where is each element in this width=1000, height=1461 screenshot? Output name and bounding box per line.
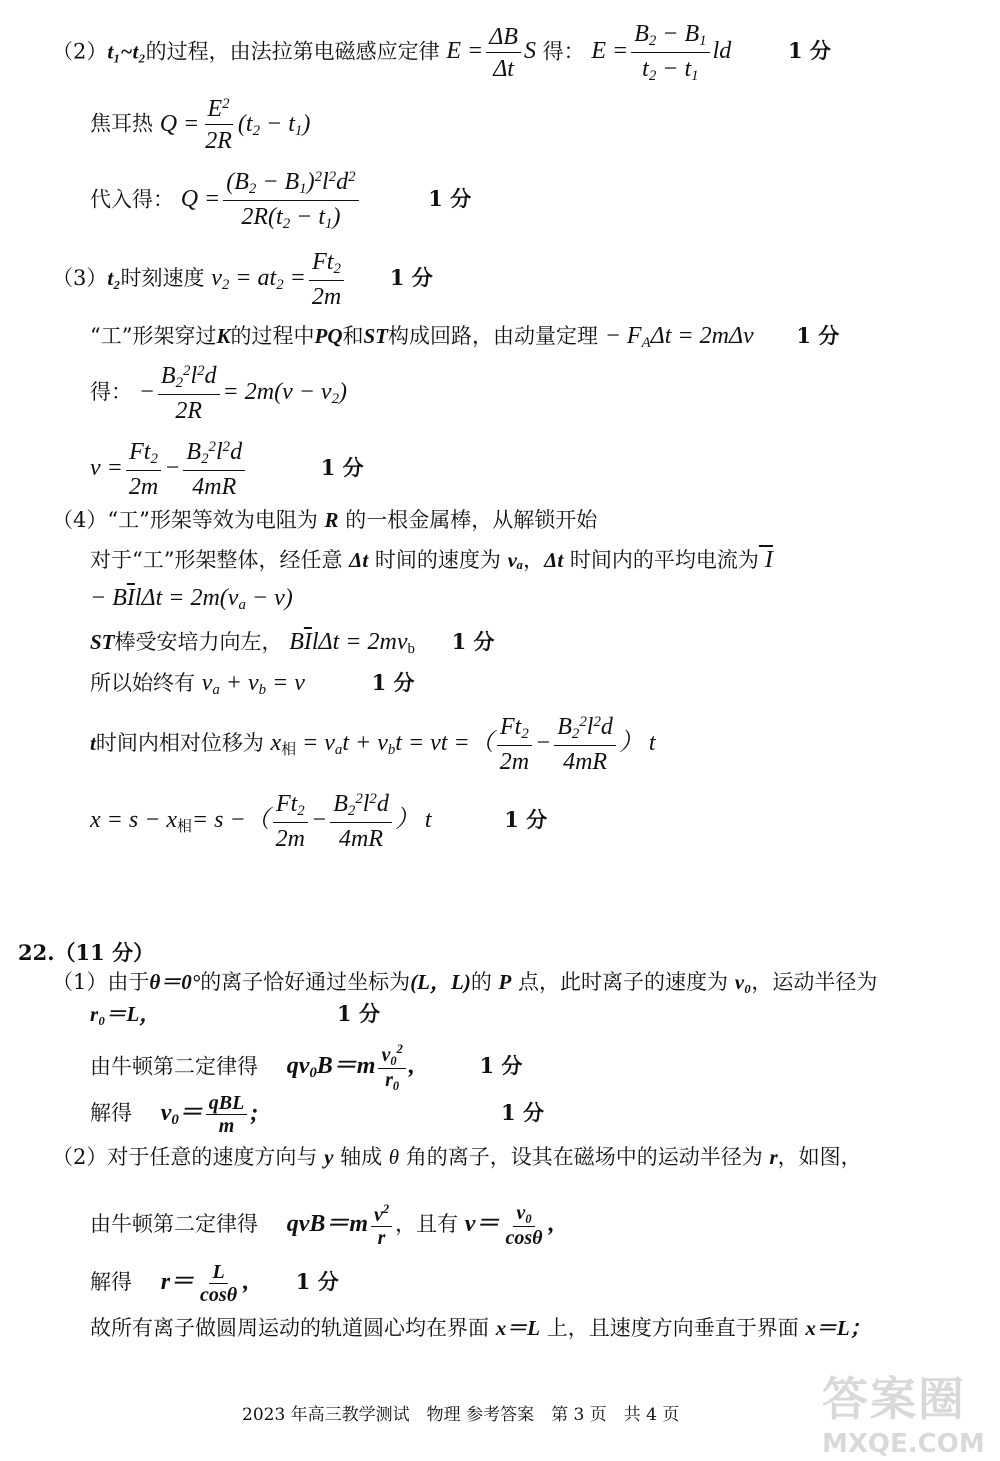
- q22-p1e: ，运动半径为: [751, 970, 878, 994]
- q22-r: r: [769, 1145, 778, 1169]
- s3-got-line: [90, 364, 347, 423]
- s3-got-label: 得：: [90, 379, 132, 404]
- s4-line5-text: 所以始终有: [90, 671, 195, 695]
- q22-points1: 1 分: [337, 1001, 380, 1026]
- q22-header: 22.（11 分）: [18, 940, 155, 965]
- s3-momentum-line: [90, 324, 839, 351]
- q22-solve2-line: [90, 1262, 339, 1305]
- s4-line1-b: 的一根金属棒，从解锁开始: [345, 508, 598, 532]
- s4-line2-b: 时间的速度为: [374, 548, 501, 572]
- displacement-formula: $x = s - x_相= s$ −（ $\frac{Ft_2}{2m}$ − $\frac{B_2^2l^2d}{4mR}$ ） t: [90, 791, 432, 852]
- s3-K: K: [216, 324, 231, 348]
- q22-v0: v₀: [734, 970, 752, 994]
- momentum-formula: − $F_A\Delta t = 2m\Delta v$: [604, 323, 754, 351]
- heat-result-formula: Q = $\frac{(B_2 - B_1)^2l^2d^2}{2R(t_2 - t_1)}$: [181, 186, 362, 212]
- s2-text2: 得：: [542, 39, 585, 64]
- s4-points1: 1 分: [451, 629, 495, 654]
- joule-formula: Q = $\frac{E^2}{2R}$ $(t_2 - t_1)$: [159, 96, 311, 154]
- q22-P: P: [498, 970, 512, 994]
- s4-line2-a: 对于“工”形架整体，经任意: [90, 548, 343, 572]
- v-result-formula: v = $\frac{Ft_2}{2m}$ − $\frac{B_2^2l^2d}{4mR}$: [90, 455, 248, 481]
- q22-solve-line: [90, 1093, 544, 1136]
- s3-points1: 1 分: [389, 264, 433, 290]
- s4-line1: [52, 510, 597, 531]
- s4-line6-text: 时间内相对位移为: [95, 730, 264, 755]
- s3-momentum-c: 和: [342, 324, 364, 348]
- s4-R: R: [324, 508, 339, 532]
- s3-momentum-d: 构成回路，由动量定理: [388, 324, 599, 348]
- r-result-formula: r＝ $\frac{L}{\cos\theta}$ ,: [160, 1261, 250, 1306]
- s3-ST: ST: [363, 324, 389, 348]
- s2-sub-line: [90, 170, 471, 232]
- s4-line3: [90, 586, 293, 613]
- s4-line1-a: “工”形架等效为电阻为: [107, 508, 318, 532]
- s3-momentum-b: 的过程中: [230, 324, 315, 348]
- q22-p2-line1: [52, 1147, 862, 1168]
- q22-points3: 1 分: [501, 1100, 544, 1126]
- v0-result-formula: $v_0=$ $\frac{\text{qBL}}{m}$ ;: [160, 1092, 259, 1137]
- q22-p1c: 的: [470, 970, 492, 994]
- s4-line2-d: 时间内的平均电流为: [569, 548, 759, 572]
- s4-line7: [90, 792, 547, 851]
- watermark-line2: MXQE.COM: [822, 1429, 985, 1459]
- q22-p1d: 点，此时离子的速度为: [518, 970, 729, 994]
- q22-points2: 1 分: [479, 1053, 523, 1079]
- s4-label: （4）: [52, 508, 108, 532]
- s4-line6: [90, 715, 656, 774]
- momentum-eq-formula: − $\frac{B_2^2l^2d}{2R}$ = $2m(v - v_2)$: [138, 363, 348, 424]
- watermark-line1: 答案圈: [822, 1372, 966, 1426]
- s3-label: （3）: [52, 265, 108, 290]
- q22-r0: r₀＝L，: [90, 1002, 161, 1026]
- q22-theta0: θ＝0°: [149, 970, 201, 994]
- s4-points3: 1 分: [504, 806, 548, 832]
- s3-PQ: PQ: [314, 324, 343, 348]
- s2-sub-label: 代入得：: [90, 187, 174, 212]
- s4-va: vₐ: [507, 548, 524, 572]
- s4-t: t: [90, 730, 96, 755]
- s3-momentum-a: “工”形架穿过: [90, 324, 217, 348]
- s2-text1: 的过程，由法拉第电磁感应定律: [145, 39, 440, 64]
- s3-line1: [52, 250, 433, 309]
- s2-joule-line: [90, 97, 310, 153]
- s2-label: （2）: [52, 39, 108, 64]
- page-footer: 2023 年高三教学测试 物理 参考答案 第 3 页 共 4 页: [242, 1405, 680, 1425]
- s3-t2: t₂: [107, 265, 121, 290]
- impulse-formula: − $B\overline{I}l\Delta t = 2m(v_a - v)$: [90, 585, 293, 613]
- watermark-logo: [822, 1363, 992, 1459]
- q22-p2d: ，如图，: [777, 1145, 862, 1169]
- s2-line1: [52, 22, 831, 84]
- q22-conclusion-b: 上，且速度方向垂直于界面: [546, 1316, 799, 1340]
- q22-conclusion-a: 故所有离子做圆周运动的轨道圆心均在界面: [90, 1316, 489, 1340]
- q22-newton2-line: [90, 1203, 555, 1248]
- q22-LL: (L，L): [410, 970, 471, 994]
- q22-newton2-label: 由牛顿第二定律得: [90, 1212, 258, 1237]
- q22-y: y: [324, 1145, 334, 1169]
- s4-line2: 对于“工”形架整体，经任意 Δt 时间的速度为 vₐ，Δt 时间内的平均电流为 I: [90, 547, 773, 573]
- q22-xL: x＝L: [495, 1316, 541, 1340]
- q22-p2c: 角的离子，设其在磁场中的运动半径为: [405, 1145, 763, 1169]
- q22-conclusion-line: [90, 1318, 871, 1339]
- q22-p1-line1: [52, 972, 877, 993]
- q22-solve-label: 解得: [90, 1101, 132, 1126]
- s3-points3: 1 分: [320, 454, 364, 480]
- s3-text1: 时刻速度: [120, 265, 205, 290]
- velocity-sum-formula: $v_a + v_b = v$: [201, 670, 305, 698]
- q22-newton-line: [90, 1043, 522, 1093]
- s4-line2-c: ，: [523, 548, 545, 572]
- s4-line4-text: 棒受安培力向左，: [114, 630, 283, 654]
- s4-points2: 1 分: [371, 670, 415, 695]
- faraday-formula: E = $\frac{\Delta B}{\Delta t}$ S: [446, 23, 536, 82]
- s2-joule-label: 焦耳热: [90, 111, 153, 136]
- s2-t12: t₁~t₂: [107, 39, 146, 64]
- s4-line4: [90, 630, 495, 657]
- s4-ST: ST: [90, 630, 115, 654]
- q22-p1-line2: [90, 1003, 380, 1025]
- q22-p1a: （1）由于: [52, 970, 150, 994]
- s3-points2: 1 分: [796, 323, 840, 348]
- relative-displacement-formula: $x_相 = v_at + v_bt$ = vt =（ $\frac{Ft_2}{2m}$ − $\frac{B_2^2l^2d}{4mR}$ ） t: [270, 714, 656, 775]
- q22-points4: 1 分: [295, 1269, 339, 1295]
- emf-formula: E = $\frac{B_2 - B_1}{t_2 - t_1}$ ld: [591, 21, 732, 84]
- s2-points1: 1 分: [787, 38, 831, 64]
- q22-p1b: 的离子恰好通过坐标为: [200, 970, 411, 994]
- q22-p2b: 轴成: [340, 1145, 383, 1169]
- q22-theta: θ: [388, 1145, 400, 1169]
- s4-line5: [90, 671, 415, 698]
- q22-also: ，且有: [395, 1212, 459, 1237]
- q22-xL2: x＝L；: [805, 1316, 871, 1340]
- q22-solve2-label: 解得: [90, 1270, 132, 1295]
- velocity-formula: $v_2 = at_2$ = $\frac{Ft_2}{2m}$: [211, 265, 347, 291]
- q22-newton-label: 由牛顿第二定律得: [90, 1054, 258, 1079]
- newton-formula-1: $qv_0B=m$ $\frac{v_0^2}{r_0}$ ,: [286, 1042, 415, 1094]
- newton-formula-2: qvB＝m $\frac{v^2}{r}$: [287, 1211, 395, 1237]
- velocity-relation-formula: v＝ $\frac{v_0}{\cos\theta}$ ,: [464, 1202, 555, 1250]
- st-impulse-formula: $B\overline{I}l\Delta t = 2mv_b$: [289, 629, 415, 657]
- s3-result-line: [90, 440, 364, 499]
- s2-points2: 1 分: [428, 186, 472, 212]
- q22-p2a: （2）对于任意的速度方向与: [52, 1145, 318, 1169]
- s4-dt: Δt: [349, 548, 369, 572]
